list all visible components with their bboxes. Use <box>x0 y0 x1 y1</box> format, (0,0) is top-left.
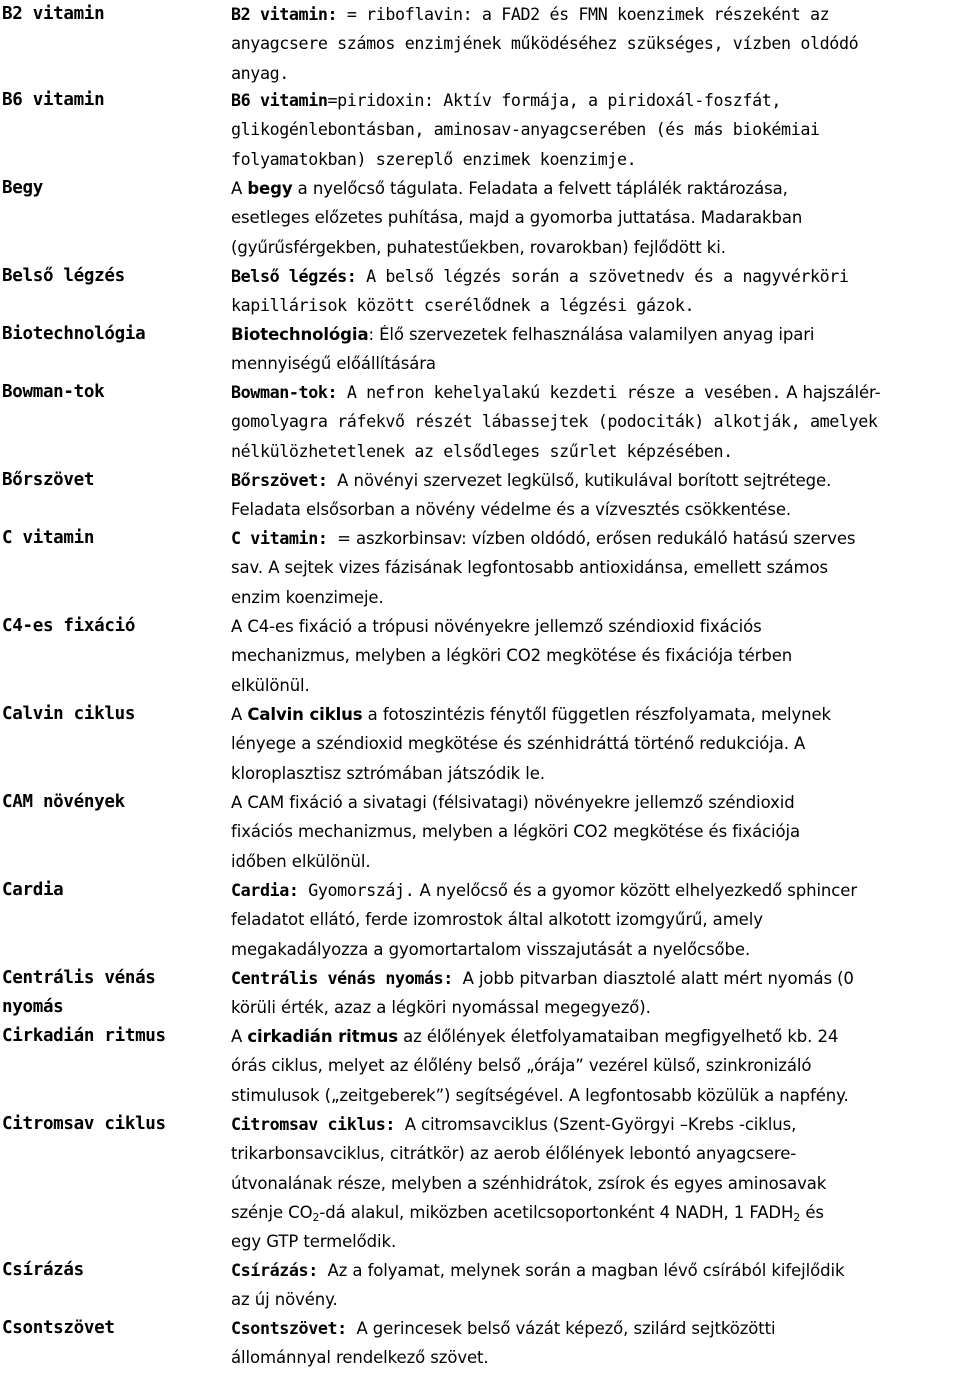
definition-text: körüli érték, azaz a légköri nyomással megegyező). <box>231 998 651 1018</box>
glossary-term: C4-es fixáció <box>2 616 136 636</box>
definition-text: (gyűrűsférgekben, puhatestűekben, rovarokban) fejlődött ki. <box>231 237 726 257</box>
definition-text: lényege a széndioxid megkötése és szénhidráttá történő redukciója. A <box>231 734 806 754</box>
definition-line <box>231 641 956 670</box>
glossary-term: CAM növények <box>2 792 125 812</box>
glossary-term: Begy <box>2 178 43 198</box>
definition-text: időben elkülönül. <box>231 851 371 871</box>
definition-line <box>231 320 956 349</box>
definition-line <box>231 1169 956 1198</box>
definition-term-bold: cirkadián ritmus <box>247 1027 398 1046</box>
glossary-definition <box>231 1022 960 1110</box>
definition-text: A belső légzés során a szövetnedv és a nagyvérköri <box>366 266 849 286</box>
glossary-definition <box>231 378 960 466</box>
definition-line <box>231 788 956 817</box>
definition-text: a fotoszintézis fénytől független részfolyamata, melynek <box>362 705 832 724</box>
glossary-definition <box>231 700 960 788</box>
glossary-term: Cirkadián ritmus <box>2 1026 166 1046</box>
definition-text: -dá alakul, miközben acetilcsoportonként 4 NADH, 1 FADH <box>319 1202 794 1222</box>
definition-text: stimulusok („zeitgeberek”) segítségével. A legfontosabb közülük a napfény. <box>231 1085 849 1105</box>
definition-line <box>231 1227 956 1256</box>
definition-term-bold: Biotechnológia <box>231 325 369 344</box>
definition-term-bold: Csontszövet: <box>231 1318 357 1338</box>
glossary-term: Biotechnológia <box>2 324 146 344</box>
definition-text: A jobb pitvarban diasztolé alatt mért nyomás (0 <box>462 969 854 988</box>
definition-line <box>231 29 956 58</box>
definition-text: A növényi szervezet legkülső, kutikulával borított sejtrétege. <box>337 471 832 490</box>
glossary-definition <box>231 0 960 88</box>
definition-text: A gerincesek belső vázát képező, szilárd sejtközötti <box>356 1319 776 1338</box>
glossary-definition <box>231 1256 960 1315</box>
glossary-term: Csontszövet <box>2 1318 115 1338</box>
definition-term-bold: Bowman-tok: <box>231 382 347 402</box>
definition-line <box>231 1051 956 1080</box>
definition-text: állománnyal rendelkező szövet. <box>231 1348 489 1368</box>
definition-term-bold: C vitamin: <box>231 528 338 548</box>
definition-text: feladatot ellátó, ferde izomrostok által alkotott izomgyűrű, amely <box>231 910 763 930</box>
definition-text: trikarbonsavciklus, citrátkör) az aerob élőlények lebontó anyagcsere- <box>231 1144 797 1164</box>
glossary-term: Csírázás <box>2 1260 84 1280</box>
definition-line <box>231 1285 956 1314</box>
definition-line <box>231 964 956 993</box>
glossary-term: Belső légzés <box>2 266 125 286</box>
glossary-term: Bőrszövet <box>2 470 95 490</box>
definition-text: órás ciklus, melyet az élőlény belső „órája” vezérel külső, szinkronizáló <box>231 1056 812 1076</box>
definition-text: A citromsavciklus (Szent-Györgyi –Krebs -ciklus, <box>404 1115 797 1134</box>
glossary-term: Bowman-tok <box>2 382 105 402</box>
definition-text: az élőlények életfolyamataiban megfigyelhető kb. 24 <box>397 1027 839 1046</box>
definition-text: folyamatokban) szereplő enzimek koenzimje. <box>231 148 637 169</box>
definition-line <box>231 553 956 582</box>
definition-text: útvonalának része, melyben a szénhidrátok, zsírok és egyes aminosavak <box>231 1173 827 1193</box>
definition-term-bold: Bőrszövet: <box>231 470 338 490</box>
definition-text: anyag. <box>231 62 289 83</box>
definition-line <box>231 262 956 291</box>
definition-text: A <box>231 179 248 198</box>
definition-line <box>231 1314 956 1343</box>
definition-text: esetleges előzetes puhítása, majd a gyomorba juttatása. Madarakban <box>231 208 803 228</box>
glossary-definition <box>231 262 960 321</box>
glossary-definition <box>231 320 960 379</box>
definition-line <box>231 1110 956 1139</box>
definition-text: glikogénlebontásban, aminosav-anyagcserében (és más biokémiai <box>231 119 820 140</box>
definition-text: Feladata elsősorban a növény védelme és a vízvesztés csökkentése. <box>231 500 792 520</box>
definition-text: mechanizmus, melyben a légköri CO2 megkötése és fixációja térben <box>231 646 793 666</box>
glossary-definition <box>231 876 960 964</box>
definition-line <box>231 0 956 29</box>
definition-term-bold: B6 vitamin <box>231 90 328 110</box>
glossary-term: Citromsav ciklus <box>2 1114 166 1134</box>
definition-line <box>231 59 956 88</box>
glossary-definition <box>231 964 960 1023</box>
definition-text: = riboflavin: a FAD2 és FMN koenzimek részeként az <box>346 4 830 24</box>
glossary-term: C vitamin <box>2 528 95 548</box>
glossary-term: Cardia <box>2 880 64 900</box>
definition-line <box>231 437 956 466</box>
definition-line <box>231 935 956 964</box>
definition-text: nélkülözhetetlenek az elsődleges szűrlet képzésében. <box>231 440 733 461</box>
definition-text: A CAM fixáció a sivatagi (félsivatagi) növényekre jellemző széndioxid <box>231 793 795 812</box>
definition-text: kapillárisok között cserélődnek a légzési gázok. <box>231 295 695 316</box>
definition-line <box>231 233 956 262</box>
definition-line <box>231 1081 956 1110</box>
definition-line <box>231 583 956 612</box>
definition-line <box>231 349 956 378</box>
definition-text: fixációs mechanizmus, melyben a légköri CO2 megkötése és fixációja <box>231 822 801 842</box>
definition-text: A C4-es fixáció a trópusi növényekre jellemző széndioxid fixációs <box>231 617 762 636</box>
definition-text: kloroplasztisz sztrómában játszódik le. <box>231 763 545 783</box>
definition-line <box>231 1022 956 1051</box>
glossary-definition <box>231 86 960 174</box>
definition-line <box>231 407 956 436</box>
definition-line <box>231 817 956 846</box>
definition-text: A nyelőcső és a gyomor között elhelyezkedő sphincer <box>414 881 858 900</box>
definition-text: mennyiségű előállítására <box>231 354 436 374</box>
glossary-definition <box>231 174 960 262</box>
subscript: 2 <box>793 1210 801 1224</box>
definition-text: szénje CO <box>231 1202 313 1222</box>
definition-line <box>231 847 956 876</box>
definition-text: és <box>800 1202 824 1222</box>
definition-line <box>231 203 956 232</box>
glossary-definition <box>231 788 960 876</box>
definition-line <box>231 905 956 934</box>
glossary-term: Calvin ciklus <box>2 704 136 724</box>
definition-text: A hajszálér- <box>781 383 881 402</box>
definition-text: Gyomorszáj. <box>308 880 415 900</box>
definition-line <box>231 466 956 495</box>
definition-line <box>231 1343 956 1372</box>
definition-text: elkülönül. <box>231 675 310 695</box>
definition-text: = aszkorbinsav: vízben oldódó, erősen redukáló hatású szerves <box>337 529 856 548</box>
definition-term-bold: begy <box>247 179 293 198</box>
definition-line <box>231 378 956 407</box>
definition-line <box>231 145 956 174</box>
definition-text: a nyelőcső tágulata. Feladata a felvett táplálék raktározása, <box>292 179 788 198</box>
definition-text: A nefron kehelyalakú kezdeti része a vesében. <box>346 382 782 402</box>
definition-line <box>231 524 956 553</box>
glossary-definition <box>231 466 960 525</box>
definition-line <box>231 291 956 320</box>
definition-term-bold: Centrális vénás nyomás: <box>231 968 463 988</box>
glossary-definition <box>231 1314 960 1373</box>
definition-line <box>231 1198 956 1227</box>
glossary-term: B6 vitamin <box>2 90 105 110</box>
subscript: 2 <box>312 1210 320 1224</box>
definition-line <box>231 612 956 641</box>
definition-text: A <box>231 705 248 724</box>
definition-term-bold: B2 vitamin: <box>231 4 347 24</box>
definition-line <box>231 495 956 524</box>
definition-line <box>231 759 956 788</box>
glossary-definition <box>231 524 960 612</box>
definition-text: gomolyagra ráfekvő részét lábassejtek (podociták) alkotják, amelyek <box>231 411 878 432</box>
definition-line <box>231 671 956 700</box>
definition-line <box>231 1256 956 1285</box>
glossary-term: B2 vitamin <box>2 4 105 24</box>
definition-term-bold: Cardia: <box>231 880 309 900</box>
definition-text: sav. A sejtek vizes fázisának legfontosabb antioxidánsa, emellett számos <box>231 558 828 578</box>
definition-line <box>231 876 956 905</box>
definition-term-bold: Csírázás: <box>231 1260 328 1280</box>
definition-line <box>231 700 956 729</box>
definition-text: =piridoxin: Aktív formája, a piridoxál-foszfát, <box>327 90 782 110</box>
definition-text: az új növény. <box>231 1290 338 1310</box>
definition-text: enzim koenzimeje. <box>231 587 384 607</box>
definition-text: anyagcsere számos enzimjének működéséhez szükséges, vízben oldódó <box>231 33 859 54</box>
definition-line <box>231 1139 956 1168</box>
definition-text: megakadályozza a gyomortartalom visszajutását a nyelőcsőbe. <box>231 939 751 959</box>
glossary-definition <box>231 612 960 700</box>
definition-text: : Élő szervezetek felhasználása valamilyen anyag ipari <box>368 325 815 344</box>
definition-line <box>231 174 956 203</box>
definition-text: A <box>231 1027 248 1046</box>
definition-term-bold: Calvin ciklus <box>247 705 363 724</box>
glossary-term: Centrális vénás nyomás <box>2 968 156 1018</box>
definition-text: egy GTP termelődik. <box>231 1232 397 1252</box>
definition-text: Az a folyamat, melynek során a magban lévő csírából kifejlődik <box>327 1261 845 1280</box>
glossary-definition <box>231 1110 960 1256</box>
definition-term-bold: Belső légzés: <box>231 266 367 286</box>
definition-line <box>231 86 956 115</box>
definition-line <box>231 115 956 144</box>
definition-line <box>231 729 956 758</box>
definition-term-bold: Citromsav ciklus: <box>231 1114 405 1134</box>
definition-line <box>231 993 956 1022</box>
